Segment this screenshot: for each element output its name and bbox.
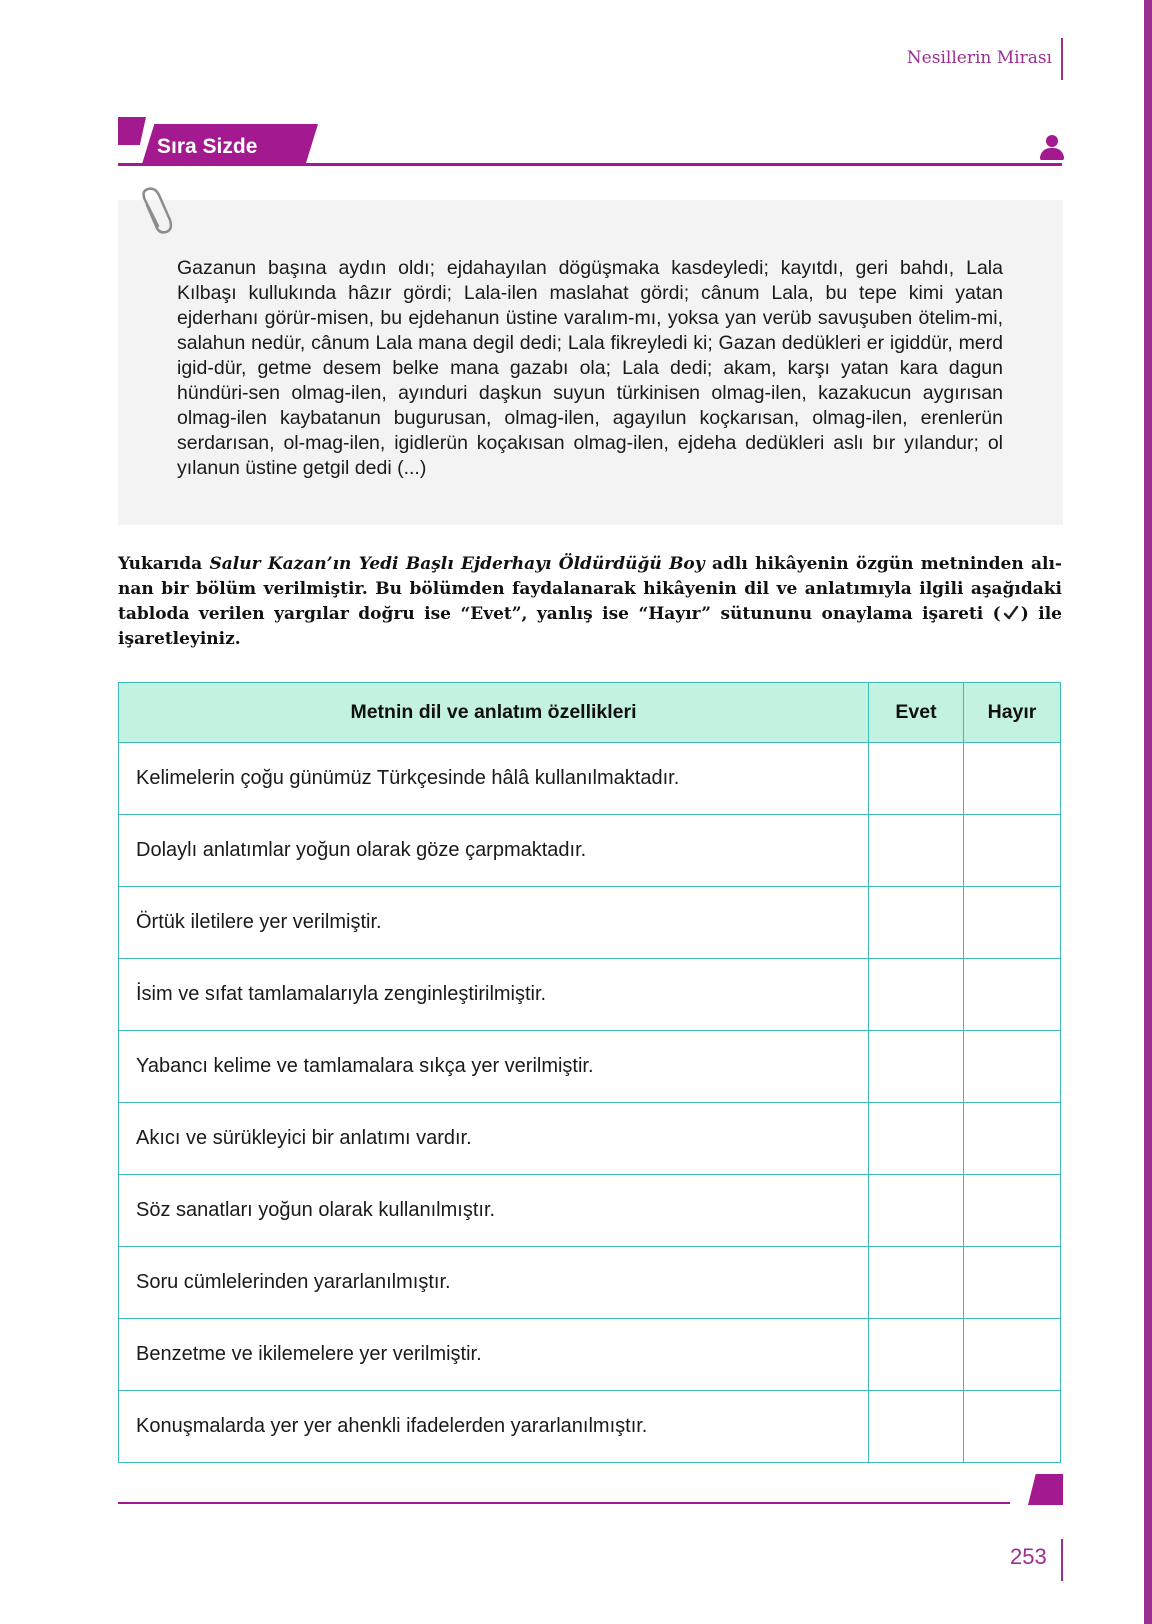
yes-checkbox-cell[interactable] [869,1031,964,1103]
no-checkbox-cell[interactable] [964,815,1061,887]
checkmark-icon [1001,603,1021,623]
header-no: Hayır [964,683,1061,743]
story-title: Salur Kazan’ın Yedi Başlı Ejderhayı Öldürdüğü Boy [209,554,705,574]
footer-rule [118,1502,1010,1504]
statement-cell: Yabancı kelime ve tamlamalara sıkça yer verilmiştir. [119,1031,869,1103]
banner-accent-square [118,117,146,145]
page-number: 253 [1010,1544,1047,1569]
instruction-text: Yukarıda Salur Kazan’ın Yedi Başlı Ejderhayı Öldürdüğü Boy adlı hikâyenin özgün metninden alı-nan bir bölüm verilmiştir. Bu bölümden faydalanarak hikâyenin dil ve anlatımıyla ilgili aşağıdaki tabloda verilen yargılar doğru ise “Evet”, yanlış ise “Hayır” sütununu onaylama işareti ( ) ile işaretleyiniz. [118,554,1062,649]
no-checkbox-cell[interactable] [964,887,1061,959]
footer-accent-tab [1028,1474,1063,1505]
statement-cell: Soru cümlelerinden yararlanılmıştır. [119,1247,869,1319]
no-checkbox-cell[interactable] [964,959,1061,1031]
statement-cell: Benzetme ve ikilemelere yer verilmiştir. [119,1319,869,1391]
no-checkbox-cell[interactable] [964,1391,1061,1463]
yes-checkbox-cell[interactable] [869,1319,964,1391]
person-icon [1040,135,1064,161]
table-row [119,959,1061,1031]
running-head-divider [1061,38,1063,80]
header-features: Metnin dil ve anlatım özellikleri [119,683,869,743]
yes-checkbox-cell[interactable] [869,959,964,1031]
page-number-divider [1061,1539,1063,1581]
section-title: Sıra Sizde [157,135,258,158]
table-row [119,887,1061,959]
table-row [119,1103,1061,1175]
running-head: Nesillerin Mirası [906,48,1052,68]
yes-checkbox-cell[interactable] [869,1391,964,1463]
header-yes: Evet [869,683,964,743]
statement-cell: İsim ve sıfat tamlamalarıyla zenginleştirilmiştir. [119,959,869,1031]
yes-checkbox-cell[interactable] [869,1175,964,1247]
table-row [119,1031,1061,1103]
statement-cell: Dolaylı anlatımlar yoğun olarak göze çarpmaktadır. [119,815,869,887]
table-row [119,1391,1061,1463]
yes-checkbox-cell[interactable] [869,1103,964,1175]
statement-cell: Konuşmalarda yer yer ahenkli ifadelerden yararlanılmıştır. [119,1391,869,1463]
statement-cell: Kelimelerin çoğu günümüz Türkçesinde hâlâ kullanılmaktadır. [119,743,869,815]
no-checkbox-cell[interactable] [964,1031,1061,1103]
table-row [119,815,1061,887]
statement-cell: Akıcı ve sürükleyici bir anlatımı vardır. [119,1103,869,1175]
no-checkbox-cell[interactable] [964,743,1061,815]
no-checkbox-cell[interactable] [964,1247,1061,1319]
features-table [118,682,1061,1463]
no-checkbox-cell[interactable] [964,1103,1061,1175]
section-rule [118,163,1062,166]
yes-checkbox-cell[interactable] [869,887,964,959]
statement-cell: Örtük iletilere yer verilmiştir. [119,887,869,959]
table-row [119,1247,1061,1319]
page-edge-bar [1144,0,1152,1624]
passage-text: Gazanun başına aydın oldı; ejdahayılan dögüşmaka kasdeyledi; kayıtdı, geri bahdı, Lala Kılbaşı kullukında hâzır gördi; Lala-ilen maslahat gördi; cânum Lala, bu tepe kimi yatan ejderhanı görür-misen, bu ejdehanun üstine varalım-mı, yoksa yan verüb savuşuben ötelim-mi, salahun nedür, cânum Lala mana degil dedi; Lala fikreyledi ki; Gazan dedükleri er igiddür, merd igid-dür, getme desem belke mana gazabı ola; Lala dedi; akam, karşı yatan kara dagun hündüri-sen olmag-ilen, ayınduri daşkun suyun türkinisen olmag-ilen, kazakucun aygırısan olmag-ilen kaybatanun bugurusan, olmag-ilen, agayılun koçkarısan, olmag-ilen, erenlerün serdarısan, ol-mag-ilen, igidlerün koçakısan olmag-ilen, ejdeha dedükleri aslı bır yılandur; ol yılanun üstine getgil dedi (...) [177,257,1003,479]
yes-checkbox-cell[interactable] [869,743,964,815]
table-row [119,743,1061,815]
table-header-row [119,683,1061,743]
no-checkbox-cell[interactable] [964,1175,1061,1247]
statement-cell: Söz sanatları yoğun olarak kullanılmıştır. [119,1175,869,1247]
yes-checkbox-cell[interactable] [869,815,964,887]
no-checkbox-cell[interactable] [964,1319,1061,1391]
table-row [119,1175,1061,1247]
paperclip-icon [134,186,174,242]
yes-checkbox-cell[interactable] [869,1247,964,1319]
table-row [119,1319,1061,1391]
